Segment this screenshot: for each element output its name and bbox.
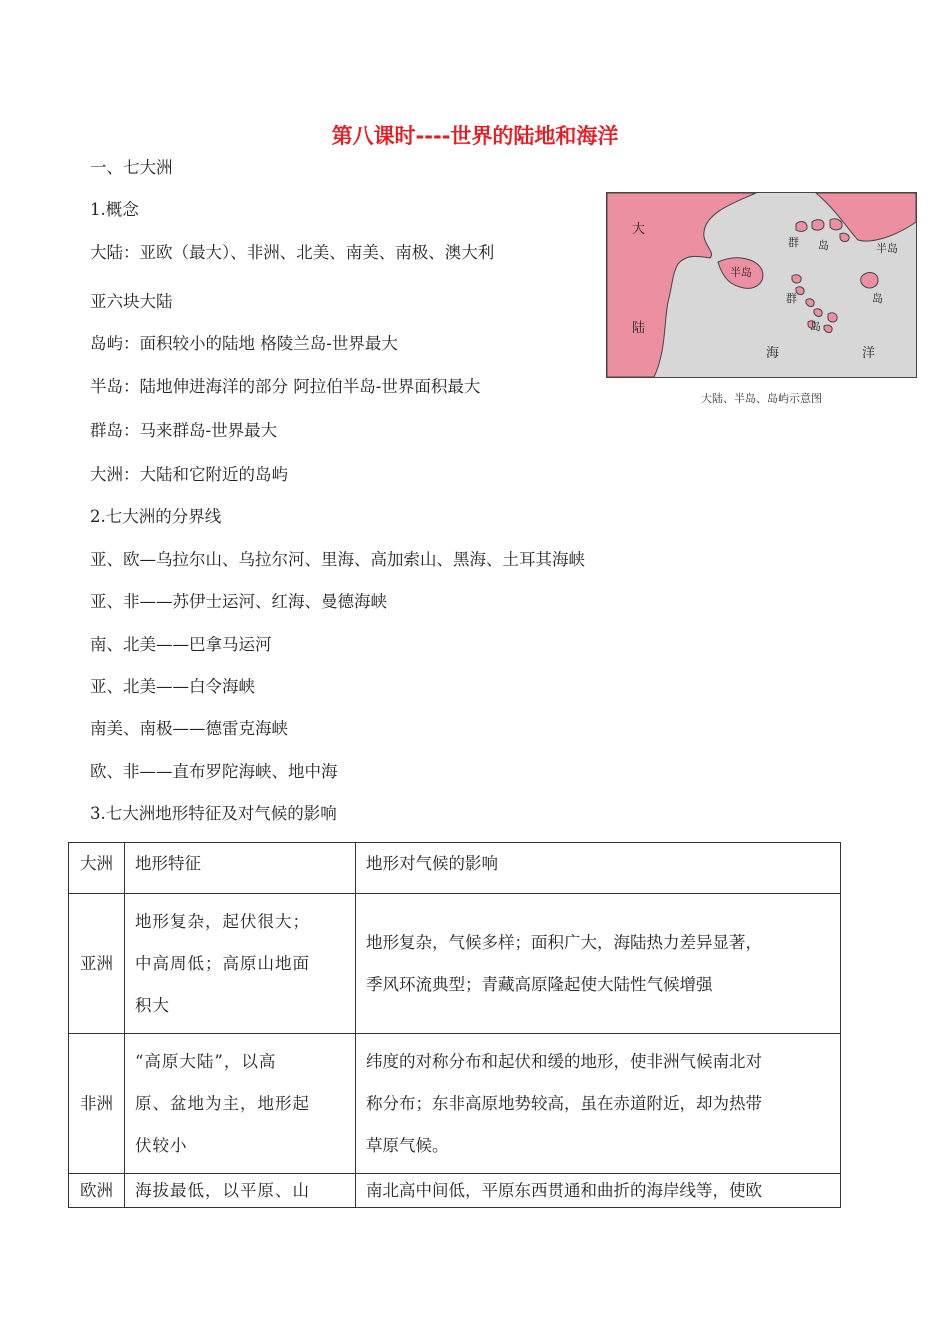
label-hai: 海 (766, 346, 780, 361)
boundary-south-america-antarctica: 南美、南极——德雷克海峡 (90, 719, 288, 738)
continent-peninsula-island-diagram (606, 192, 917, 378)
table-row (69, 1034, 841, 1174)
row-africa-effect: 纬度的对称分布和起伏和缓的地形，使非洲气候南北对 称分布；东非高原地势较高，虽在赤道附近，却为热带 草原气候。 (356, 1034, 841, 1174)
boundary-asia-africa: 亚、非——苏伊士运河、红海、曼德海峡 (90, 592, 387, 611)
header-continent: 大洲 (69, 843, 125, 894)
definition-continent: 大陆：亚欧（最大）、非洲、北美、南美、南极、澳大利 (90, 243, 495, 262)
definition-archipelago: 群岛：马来群岛-世界最大 (90, 421, 278, 440)
label-qun-top: 群 (788, 236, 799, 249)
label-dao-right: 岛 (872, 292, 883, 305)
table-row (69, 1174, 841, 1208)
header-terrain: 地形特征 (125, 843, 356, 894)
row-asia-effect: 地形复杂，气候多样；面积广大，海陆热力差异显著， 季风环流典型；青藏高原隆起使大陆性气候增强 (356, 894, 841, 1034)
row-asia-terrain: 地形复杂，起伏很大； 中高周低；高原山地面 积大 (125, 894, 356, 1034)
row-africa-terrain: “高原大陆”，以高 原、盆地为主，地形起 伏较小 (125, 1034, 356, 1174)
definition-dazhou: 大洲：大陆和它附近的岛屿 (90, 465, 288, 484)
section-heading-seven-continents: 一、七大洲 (90, 158, 173, 177)
boundary-north-south-america: 南、北美——巴拿马运河 (90, 635, 272, 654)
figure-caption: 大陆、半岛、岛屿示意图 (701, 392, 822, 405)
row-asia-continent: 亚洲 (69, 894, 125, 1034)
label-lu: 陆 (632, 321, 646, 336)
subheading-terrain-climate: 3.七大洲地形特征及对气候的影响 (90, 804, 337, 823)
terrain-climate-table (68, 842, 841, 1208)
boundary-asia-europe: 亚、欧—乌拉尔山、乌拉尔河、里海、高加索山、黑海、土耳其海峡 (90, 550, 585, 569)
label-qun-mid: 群 (786, 292, 797, 305)
header-effect: 地形对气候的影响 (356, 843, 841, 894)
label-dao-top: 岛 (818, 239, 829, 252)
definition-island: 岛屿：面积较小的陆地 格陵兰岛-世界最大 (90, 334, 398, 353)
row-africa-continent: 非洲 (69, 1034, 125, 1174)
label-dao-mid: 岛 (810, 320, 821, 333)
subheading-concept: 1.概念 (90, 200, 139, 219)
definition-peninsula: 半岛：陆地伸进海洋的部分 阿拉伯半岛-世界面积最大 (90, 377, 481, 396)
table-row (69, 894, 841, 1034)
subheading-boundaries: 2.七大洲的分界线 (90, 507, 222, 526)
row-europe-terrain: 海拔最低，以平原、山 (125, 1174, 356, 1208)
page-title: 第八课时----世界的陆地和海洋 (331, 124, 619, 148)
boundary-europe-africa: 欧、非——直布罗陀海峡、地中海 (90, 762, 338, 781)
row-europe-continent: 欧洲 (69, 1174, 125, 1208)
label-peninsula-left: 半岛 (730, 266, 752, 279)
label-peninsula-right: 半岛 (876, 242, 898, 255)
label-da: 大 (632, 222, 646, 237)
table-header-row (69, 843, 841, 894)
row-europe-effect: 南北高中间低，平原东西贯通和曲折的海岸线等，使欧 (356, 1174, 841, 1208)
definition-continent-cont: 亚六块大陆 (90, 292, 173, 311)
label-yang: 洋 (862, 346, 876, 361)
boundary-asia-north-america: 亚、北美——白令海峡 (90, 677, 255, 696)
